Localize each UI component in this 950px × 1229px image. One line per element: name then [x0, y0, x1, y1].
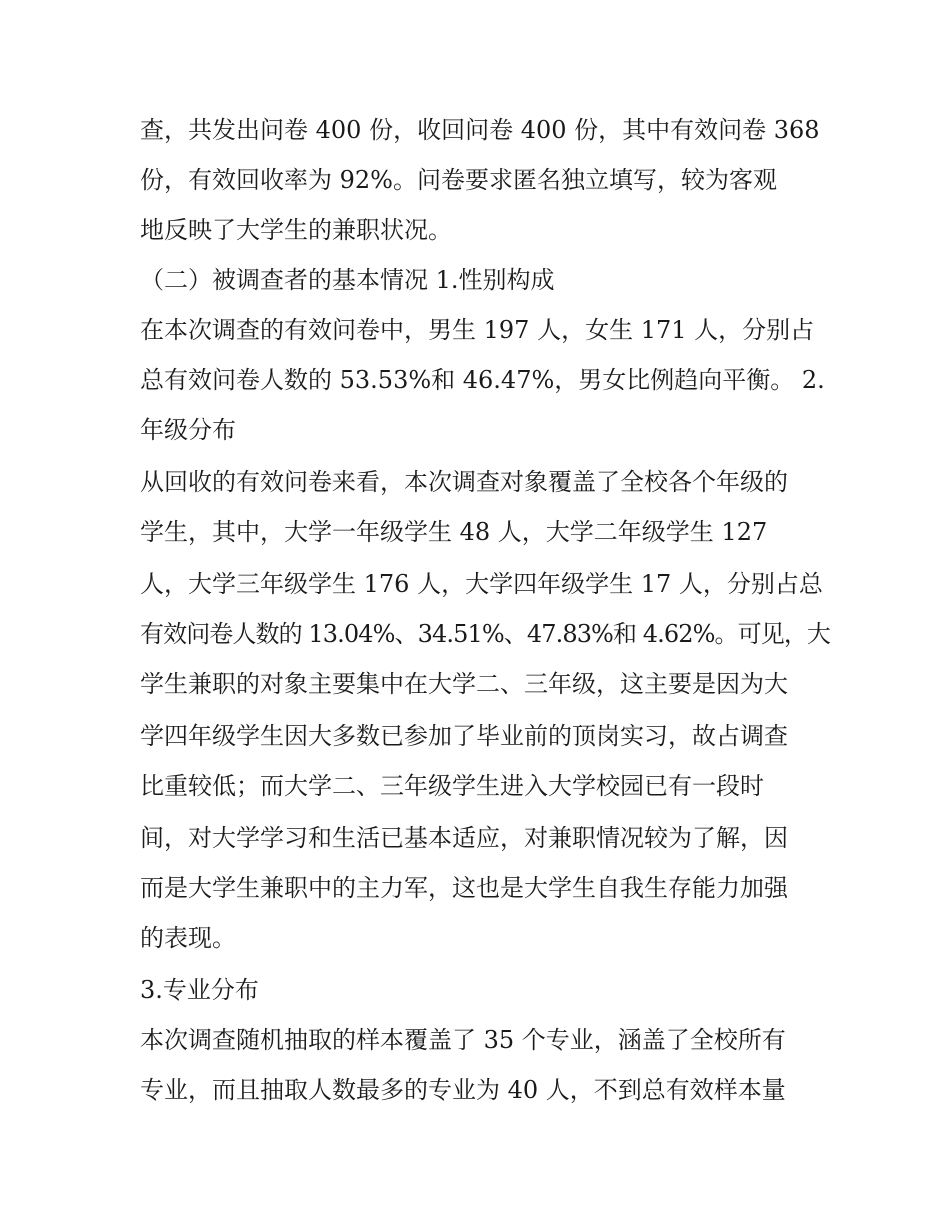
paragraph-line: 专业，而且抽取人数最多的专业为 40 人，不到总有效样本量	[140, 1076, 786, 1104]
paragraph-line: 份，有效回收率为 92%。问卷要求匿名独立填写，较为客观	[140, 166, 777, 194]
paragraph-line: 在本次调查的有效问卷中，男生 197 人，女生 171 人，分别占	[140, 316, 815, 344]
paragraph-line: 有效问卷人数的 13.04%、34.51%、47.83%和 4.62%。可见，大	[140, 620, 831, 648]
paragraph-line: 学生，其中，大学一年级学生 48 人，大学二年级学生 127	[140, 518, 768, 546]
paragraph-line: 从回收的有效问卷来看，本次调查对象覆盖了全校各个年级的	[140, 468, 788, 496]
paragraph-line: 比重较低；而大学二、三年级学生进入大学校园已有一段时	[140, 772, 764, 800]
paragraph-line: 人，大学三年级学生 176 人，大学四年级学生 17 人，分别占总	[140, 570, 823, 598]
paragraph-line: 学生兼职的对象主要集中在大学二、三年级，这主要是因为大	[140, 670, 788, 698]
paragraph-line: 查，共发出问卷 400 份，收回问卷 400 份，其中有效问卷 368	[140, 116, 820, 144]
paragraph-line: 本次调查随机抽取的样本覆盖了 35 个专业，涵盖了全校所有	[140, 1026, 786, 1054]
section-heading: 年级分布	[140, 416, 236, 444]
section-heading: 3.专业分布	[140, 976, 259, 1004]
paragraph-line: 而是大学生兼职中的主力军，这也是大学生自我生存能力加强	[140, 874, 788, 902]
paragraph-line: 学四年级学生因大多数已参加了毕业前的顶岗实习，故占调查	[140, 722, 788, 750]
paragraph-line: 总有效问卷人数的 53.53%和 46.47%，男女比例趋向平衡。 2.	[140, 366, 825, 394]
paragraph-line: 地反映了大学生的兼职状况。	[140, 216, 452, 244]
section-heading: （二）被调查者的基本情况 1.性别构成	[140, 266, 555, 294]
paragraph-line: 的表现。	[140, 924, 236, 952]
paragraph-line: 间，对大学学习和生活已基本适应，对兼职情况较为了解，因	[140, 824, 788, 852]
